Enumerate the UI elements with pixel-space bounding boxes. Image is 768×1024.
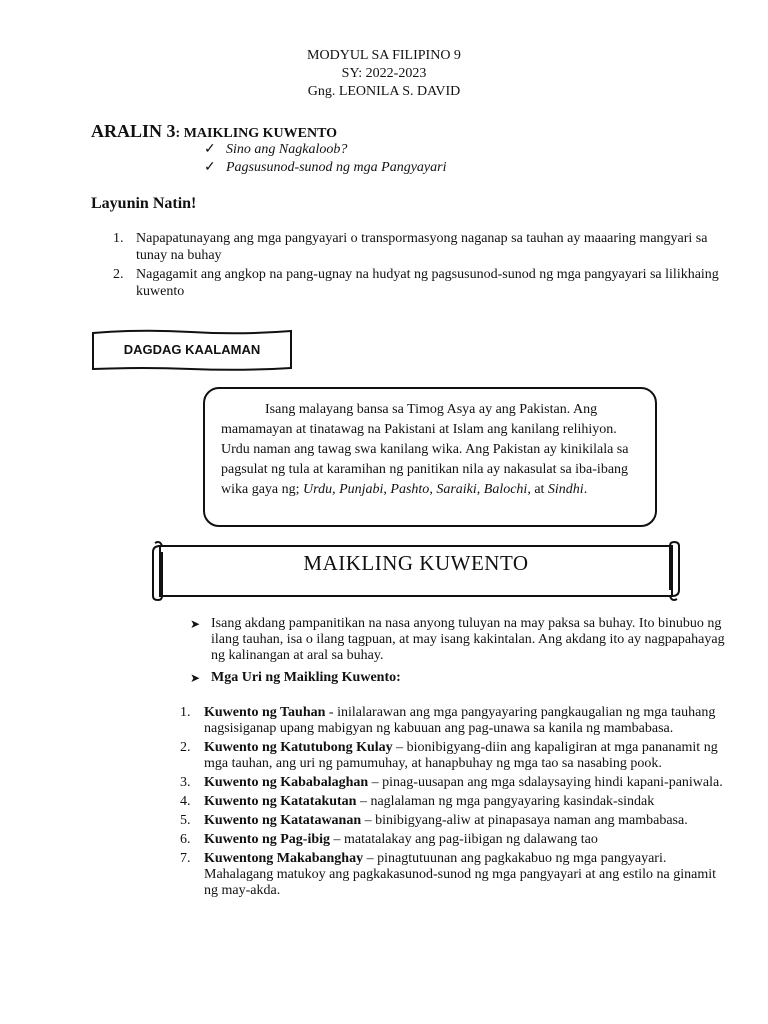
school-year: SY: 2022-2023 — [341, 66, 427, 81]
story-type-item — [180, 794, 725, 810]
topic-text: Sino ang Nagkaloob? — [226, 142, 348, 157]
item-number: 3. — [180, 775, 191, 790]
story-type-desc: - inilalarawan ang mga pangyayaring pangkaugalian ng mga tauhang nagsisiganap upang mabigyan ng kabuuan ang pag-unawa sa kanila ng mambabasa. — [204, 705, 716, 736]
module-title: MODYUL SA FILIPINO 9 — [307, 48, 461, 63]
separator: , — [476, 482, 484, 497]
story-type-term: Kuwento ng Katatawanan — [204, 813, 362, 828]
story-type-term: Kuwento ng Kababalaghan — [204, 775, 369, 790]
check-mark-icon: ✓ — [204, 160, 216, 175]
objective-number: 1. — [113, 231, 124, 246]
separator: , — [429, 482, 437, 497]
dagdag-kaalaman-banner — [91, 329, 293, 369]
lesson-topics — [204, 141, 447, 177]
arrowhead-bullet-icon: ➤ — [190, 617, 201, 631]
period: . — [583, 482, 588, 497]
language-name: Saraiki — [436, 482, 477, 497]
pakistan-info-box — [203, 387, 657, 527]
separator: , at — [527, 482, 548, 497]
story-type-desc: – bionibigyang-diin ang kapaligiran at mga pananamit ng mga tauhan, ang uri ng pamumuhay, at hanapbuhay ng mga tao sa nasabing pook. — [204, 740, 718, 771]
story-types-list — [180, 705, 725, 902]
types-heading: Mga Uri ng Maikling Kuwento: — [211, 670, 401, 685]
story-type-desc: – binibigyang-aliw at pinapasaya naman ang mambabasa. — [361, 813, 688, 828]
topic-item — [204, 159, 447, 177]
definition-bullet — [190, 616, 730, 664]
story-type-desc: – pinagtutuunan ang pagkakabuo ng mga pangyayari. Mahalagang matukoy ang pagkakasunod-sunod ng mga pangyayari at ang estilo na ginamit ng may-akda. — [204, 851, 717, 898]
section-title: MAIKLING KUWENTO — [303, 551, 529, 575]
item-number: 6. — [180, 832, 191, 847]
definition-text: Isang akdang pampanitikan na nasa anyong tuluyan na may paksa sa buhay. Ito binubuo ng ilang tauhan, isa o ilang tagpuan, at may isang kakintalan. Ang akdang ito ay nagpapahayag ng kalinangan at aral sa buhay. — [211, 616, 725, 663]
objective-item — [113, 266, 723, 300]
teacher-name: Gng. LEONILA S. DAVID — [307, 84, 461, 99]
item-number: 7. — [180, 851, 191, 866]
item-number: 1. — [180, 705, 191, 720]
story-type-term: Kuwentong Makabanghay — [204, 851, 364, 866]
story-type-term: Kuwento ng Pag-ibig — [204, 832, 331, 847]
objective-text: Napapatunayang ang mga pangyayari o transpormasyong naganap sa tauhan ay maaaring mangyari sa tunay na buhay — [136, 231, 708, 263]
objectives-title: Layunin Natin! — [91, 195, 197, 212]
story-type-item — [180, 832, 725, 848]
types-heading-bullet — [190, 670, 730, 686]
topic-text: Pagsusunod-sunod ng mga Pangyayari — [226, 160, 447, 175]
dagdag-kaalaman-label: DAGDAG KAALAMAN — [123, 341, 261, 357]
story-type-item — [180, 851, 725, 899]
language-name: Urdu — [303, 482, 333, 497]
lesson-number: ARALIN 3 — [91, 121, 176, 141]
story-type-term: Kuwento ng Katatakutan — [204, 794, 357, 809]
story-type-item — [180, 813, 725, 829]
objective-number: 2. — [113, 267, 124, 282]
story-type-item — [180, 705, 725, 737]
story-type-desc: – naglalaman ng mga pangyayaring kasindak-sindak — [356, 794, 655, 809]
arrowhead-bullet-icon: ➤ — [190, 671, 201, 685]
language-name: Pashto — [390, 482, 430, 497]
story-type-item — [180, 740, 725, 772]
language-name: Balochi — [483, 482, 528, 497]
story-type-term: Kuwento ng Katutubong Kulay — [204, 740, 393, 755]
story-type-desc: – matatalakay ang pag-iibigan ng dalawang tao — [330, 832, 598, 847]
story-type-term: Kuwento ng Tauhan — [204, 705, 326, 720]
topic-item — [204, 141, 447, 159]
item-number: 4. — [180, 794, 191, 809]
item-number: 5. — [180, 813, 191, 828]
lesson-separator: : — [175, 126, 184, 141]
info-main-text: Isang malayang bansa sa Timog Asya ay ang Pakistan. Ang mamamayan at tinatawag na Pakistani at Islam ang kanilang relihiyon. Urdu naman ang tawag swa kanilang wika. Ang Pakistan ay kinikilala sa pagsulat ng tula at karamihan ng panitikan nila ay nakasulat sa iba-ibang wika gaya ng; — [221, 402, 629, 497]
lesson-title: MAIKLING KUWENTO — [183, 126, 338, 141]
item-number: 2. — [180, 740, 191, 755]
language-name: Sindhi — [547, 482, 584, 497]
language-name: Punjabi — [339, 482, 384, 497]
story-type-desc: – pinag-uusapan ang mga sdalaysaying hindi kapani-paniwala. — [368, 775, 723, 790]
objective-item — [113, 230, 723, 264]
separator: , — [383, 482, 391, 497]
story-type-item — [180, 775, 725, 791]
separator: , — [332, 482, 340, 497]
pakistan-info-text — [221, 400, 641, 500]
objective-text: Nagagamit ang angkop na pang-ugnay na hudyat ng pagsusunod-sunod ng mga pangyayari sa lilikhaing kuwento — [136, 267, 719, 299]
check-mark-icon: ✓ — [204, 142, 216, 157]
lesson-heading — [91, 121, 337, 142]
objectives-list — [113, 230, 723, 302]
